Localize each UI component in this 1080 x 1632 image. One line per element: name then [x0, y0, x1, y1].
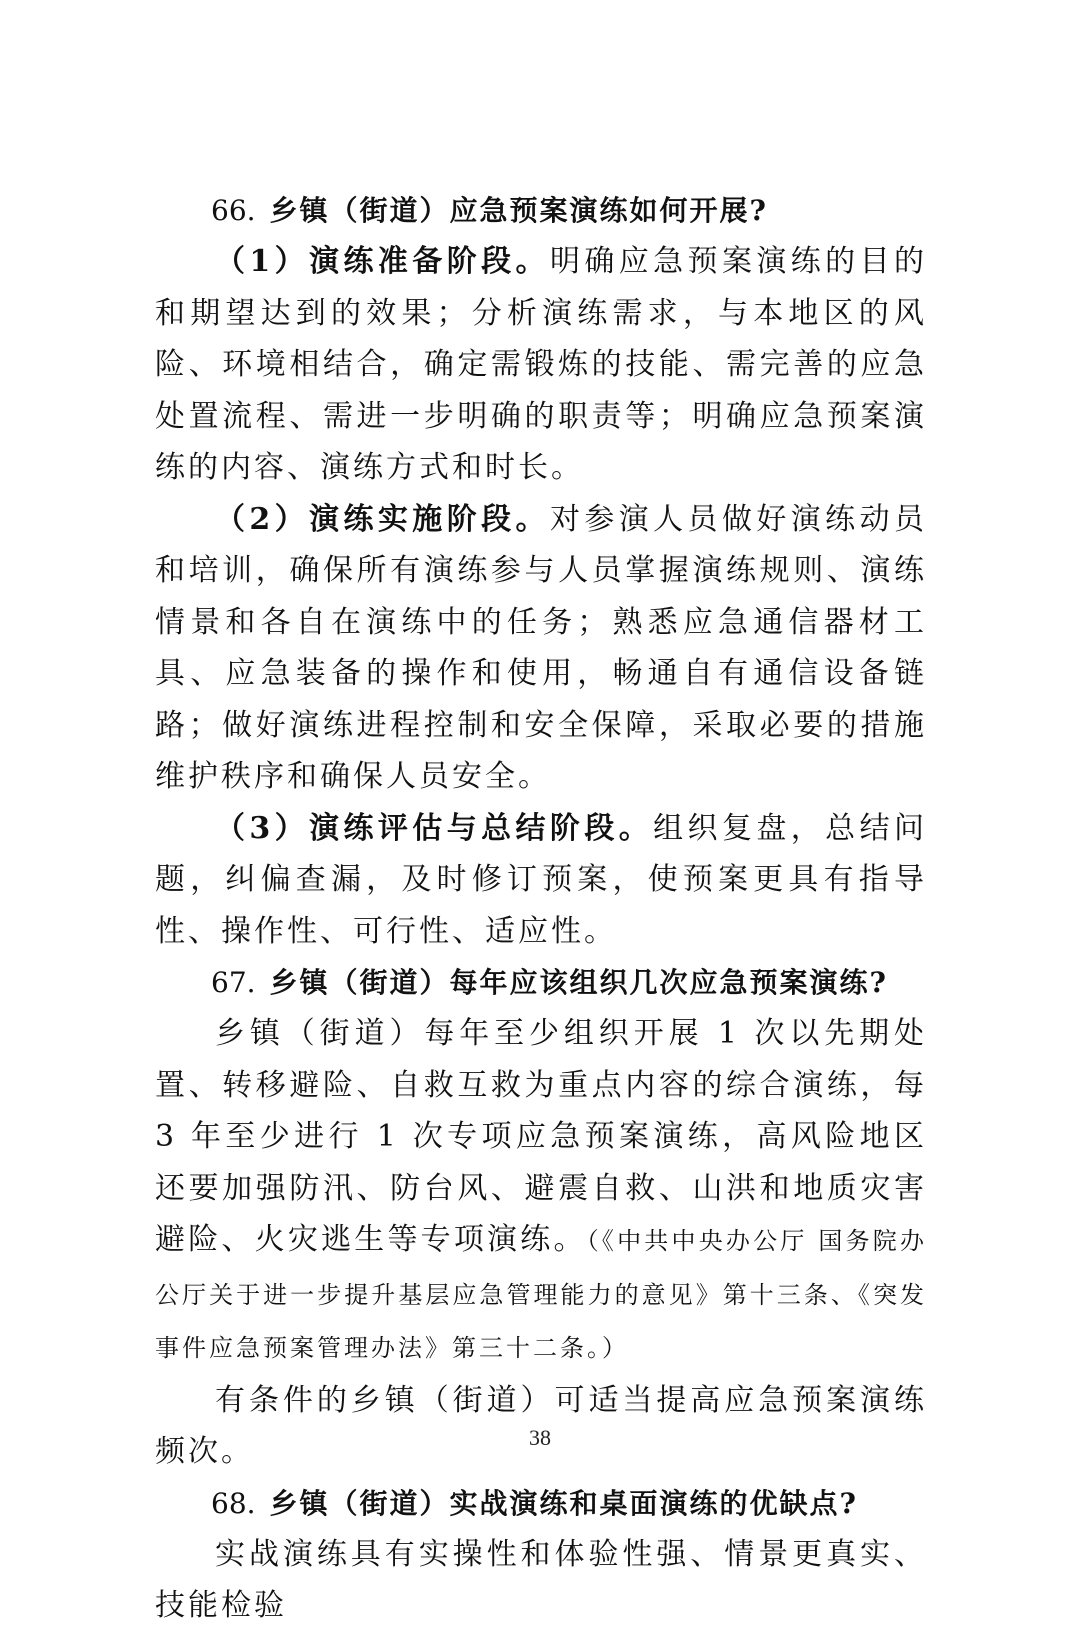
question-67-paragraph-1	[155, 1008, 927, 1375]
question-67-text: 乡镇（街道）每年至少组织开展 1 次以先期处置、转移避险、自救互救为重点内容的综合演练，每 3 年至少进行 1 次专项应急预案演练，高风险地区还要加强防汛、防台风、避震自救、山洪和地质灾害避险、火灾逃生等专项演练。	[155, 1016, 927, 1257]
stage-3-lead: （3）演练评估与总结阶段。	[215, 810, 654, 846]
question-66-number: 66.	[211, 194, 256, 227]
question-68-paragraph-1	[155, 1529, 927, 1632]
question-67-number: 67.	[211, 966, 256, 999]
stage-2-lead: （2）演练实施阶段。	[215, 501, 550, 537]
question-68-text: 实战演练具有实操性和体验性强、情景更真实、技能检验	[155, 1536, 927, 1623]
stage-1-lead: （1）演练准备阶段。	[215, 244, 550, 279]
page-number: 38	[529, 1425, 551, 1450]
question-66-paragraph-3	[155, 803, 927, 958]
question-67-heading	[155, 957, 927, 1008]
question-67-citation: （《中共中央办公厅 国务院办公厅关于进一步提升基层应急管理能力的意见》第十三条、《突发事件应急预案管理办法》第三十二条。）	[155, 1227, 927, 1362]
page-content	[155, 185, 927, 1632]
question-66-heading	[155, 185, 927, 236]
question-66-paragraph-2	[155, 494, 927, 803]
question-68-title: 乡镇（街道）实战演练和桌面演练的优缺点?	[269, 1486, 858, 1520]
question-67-title: 乡镇（街道）每年应该组织几次应急预案演练?	[269, 966, 888, 999]
stage-2-text: 对参演人员做好演练动员和培训，确保所有演练参与人员掌握演练规则、演练情景和各自在演练中的任务；熟悉应急通信器材工具、应急装备的操作和使用，畅通自有通信设备链路；做好演练进程控制和安全保障，采取必要的措施维护秩序和确保人员安全。	[155, 501, 927, 794]
stage-3-text: 组织复盘，总结问题，纠偏查漏，及时修订预案，使预案更具有指导性、操作性、可行性、适应性。	[155, 810, 927, 949]
question-67-text-2: 有条件的乡镇（街道）可适当提高应急预案演练频次。	[155, 1382, 927, 1469]
stage-1-text: 明确应急预案演练的目的和期望达到的效果；分析演练需求，与本地区的风险、环境相结合，确定需锻炼的技能、需完善的应急处置流程、需进一步明确的职责等；明确应急预案演练的内容、演练方式和时长。	[155, 244, 927, 485]
question-66-title: 乡镇（街道）应急预案演练如何开展?	[269, 194, 768, 227]
question-66-paragraph-1	[155, 236, 927, 494]
question-68-number: 68.	[211, 1486, 256, 1520]
question-68-heading	[155, 1478, 927, 1529]
